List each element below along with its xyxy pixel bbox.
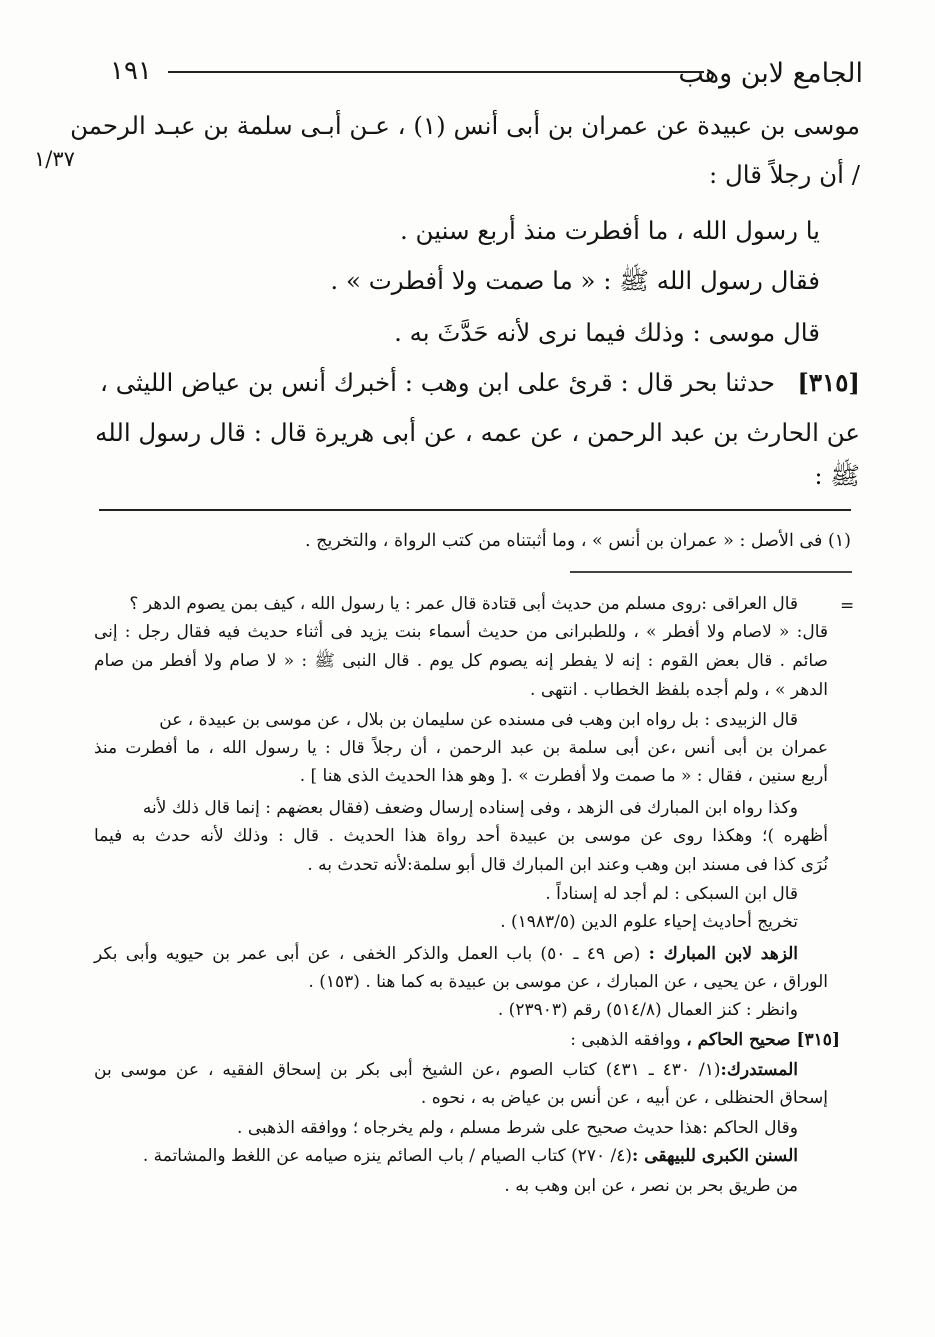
- note-line: تخريج أحاديث إحياء علوم الدين (١٩٨٣/٥) .: [500, 912, 798, 932]
- footnote-1: (١) فى الأصل : « عمران بن أنس » ، وما أثبتناه من كتب الرواة ، والتخريج .: [305, 531, 851, 551]
- note-line: قال ابن السبكى : لم أجد له إسناداً .: [545, 884, 798, 904]
- note-line: وكذا رواه ابن المبارك فى الزهد ، وفى إسناده إرسال وضعف (فقال بعضهم : إنما قال ذلك لأنه: [142, 798, 798, 818]
- main-line-4: فقال رسول الله ﷺ : « ما صمت ولا أفطرت » .: [330, 266, 820, 295]
- note-line: إسحاق الحنظلى ، عن أبيه ، عن أنس بن عياض به ، نحوه .: [420, 1088, 828, 1108]
- note-line: الدهر » ، ولم أجده بلفظ الخطاب . انتهى .: [530, 680, 828, 700]
- note-line: من طريق بحر بن نصر ، عن ابن وهب به .: [504, 1176, 798, 1196]
- main-line-6: [100, 368, 860, 397]
- main-line-5: قال موسى : وذلك فيما نرى لأنه حَدَّثَ به .: [394, 318, 820, 347]
- note-line: صائم . قال بعض القوم : إنه لا يفطر إنه يصوم كل يوم . قال النبى ﷺ : « لا صام ولا أفطر من صام: [94, 651, 828, 671]
- note-line-text: (ص ٤٩ ـ ٥٠) باب العمل والذكر الخفى ، عن أبى عمر بن حيويه وأبى بكر: [94, 944, 649, 964]
- note-line-text: (١/ ٤٣٠ ـ ٤٣١) كتاب الصوم ،عن الشيخ أبى بكر بن إسحاق الفقيه ، عن موسى بن: [94, 1060, 721, 1080]
- note-line: [143, 1146, 798, 1166]
- note-line: نُرَى كذا فى مسند ابن وهب وعند ابن المبارك قال أبو سلمة:لأنه تحدث به .: [307, 855, 828, 875]
- main-line-6-text: حدثنا بحر قال : قرئ على ابن وهب : أخبرك أنس بن عياض الليثى ،: [100, 368, 775, 397]
- source-title: السنن الكبرى للبيهقى :: [632, 1146, 798, 1166]
- footnote-underline: [570, 571, 852, 573]
- header-rule: [168, 71, 704, 73]
- main-line-2: / أن رجلاً قال :: [708, 160, 860, 189]
- note-line: قال الزبيدى : بل رواه ابن وهب فى مسنده عن سليمان بن بلال ، عن موسى بن عبيدة ، عن: [159, 710, 798, 730]
- source-title: الزهد لابن المبارك :: [648, 944, 798, 964]
- source-title: [٣١٥] صحيح الحاكم ،: [686, 1030, 840, 1050]
- continuation-mark: =: [840, 596, 855, 616]
- main-line-8: ﷺ :: [814, 461, 860, 490]
- footnote-rule: [99, 509, 851, 511]
- note-line-text: (٤/ ٢٧٠) كتاب الصيام / باب الصائم ينزه صيامه عن اللغط والمشاتمة .: [142, 1146, 633, 1166]
- note-line: أربع سنين ، فقال : « ما صمت ولا أفطرت » .[ وهو هذا الحديث الذى هنا ] .: [299, 766, 828, 786]
- note-line: أظهره )؛ وهكذا روى عن موسى بن عبيدة أحد رواة هذا الحديث . قال : وذلك لأنه حدث به فيما: [94, 826, 828, 846]
- note-line: [94, 1060, 798, 1080]
- note-line: قال العراقى :روى مسلم من حديث أبى قتادة قال عمر : يا رسول الله ، كيف بمن يصوم الدهر ؟: [129, 594, 798, 614]
- note-line: [94, 944, 798, 964]
- main-line-1: موسى بن عبيدة عن عمران بن أبى أنس (١) ، عـن أبـى سلمة بن عبـد الرحمن: [70, 111, 860, 140]
- main-line-3: يا رسول الله ، ما أفطرت منذ أربع سنين .: [399, 216, 820, 245]
- note-line: الوراق ، عن يحيى ، عن المبارك ، عن موسى بن عبيدة به كما هنا . (١٥٣) .: [308, 972, 828, 992]
- margin-reference: ١/٣٧: [34, 147, 75, 171]
- source-title: المستدرك:: [720, 1060, 798, 1080]
- note-line: وانظر : كنز العمال (٥١٤/٨) رقم (٢٣٩٠٣) .: [497, 1000, 798, 1020]
- main-line-7: عن الحارث بن عبد الرحمن ، عن عمه ، عن أبى هريرة قال : قال رسول الله: [95, 418, 860, 447]
- running-header-title: الجامع لابن وهب: [678, 58, 863, 89]
- note-line: قال: « لاصام ولا أفطر » ، وللطبرانى من حديث أسماء بنت يزيد فى أثناء حديث فيه فقال رجل : إنى: [94, 622, 828, 642]
- page-number: ١٩١: [110, 56, 152, 86]
- note-line: عمران بن أبى أنس ،عن أبى سلمة بن عبد الرحمن ، أن رجلاً قال : يا رسول الله ، ما أفطرت منذ: [94, 738, 828, 758]
- note-line: وقال الحاكم :هذا حديث صحيح على شرط مسلم ، ولم يخرجاه ؛ ووافقه الذهبى .: [237, 1118, 798, 1138]
- note-line-text: ووافقه الذهبى :: [570, 1030, 687, 1050]
- note-line: [570, 1030, 840, 1050]
- hadith-number: [٣١٥]: [797, 368, 860, 397]
